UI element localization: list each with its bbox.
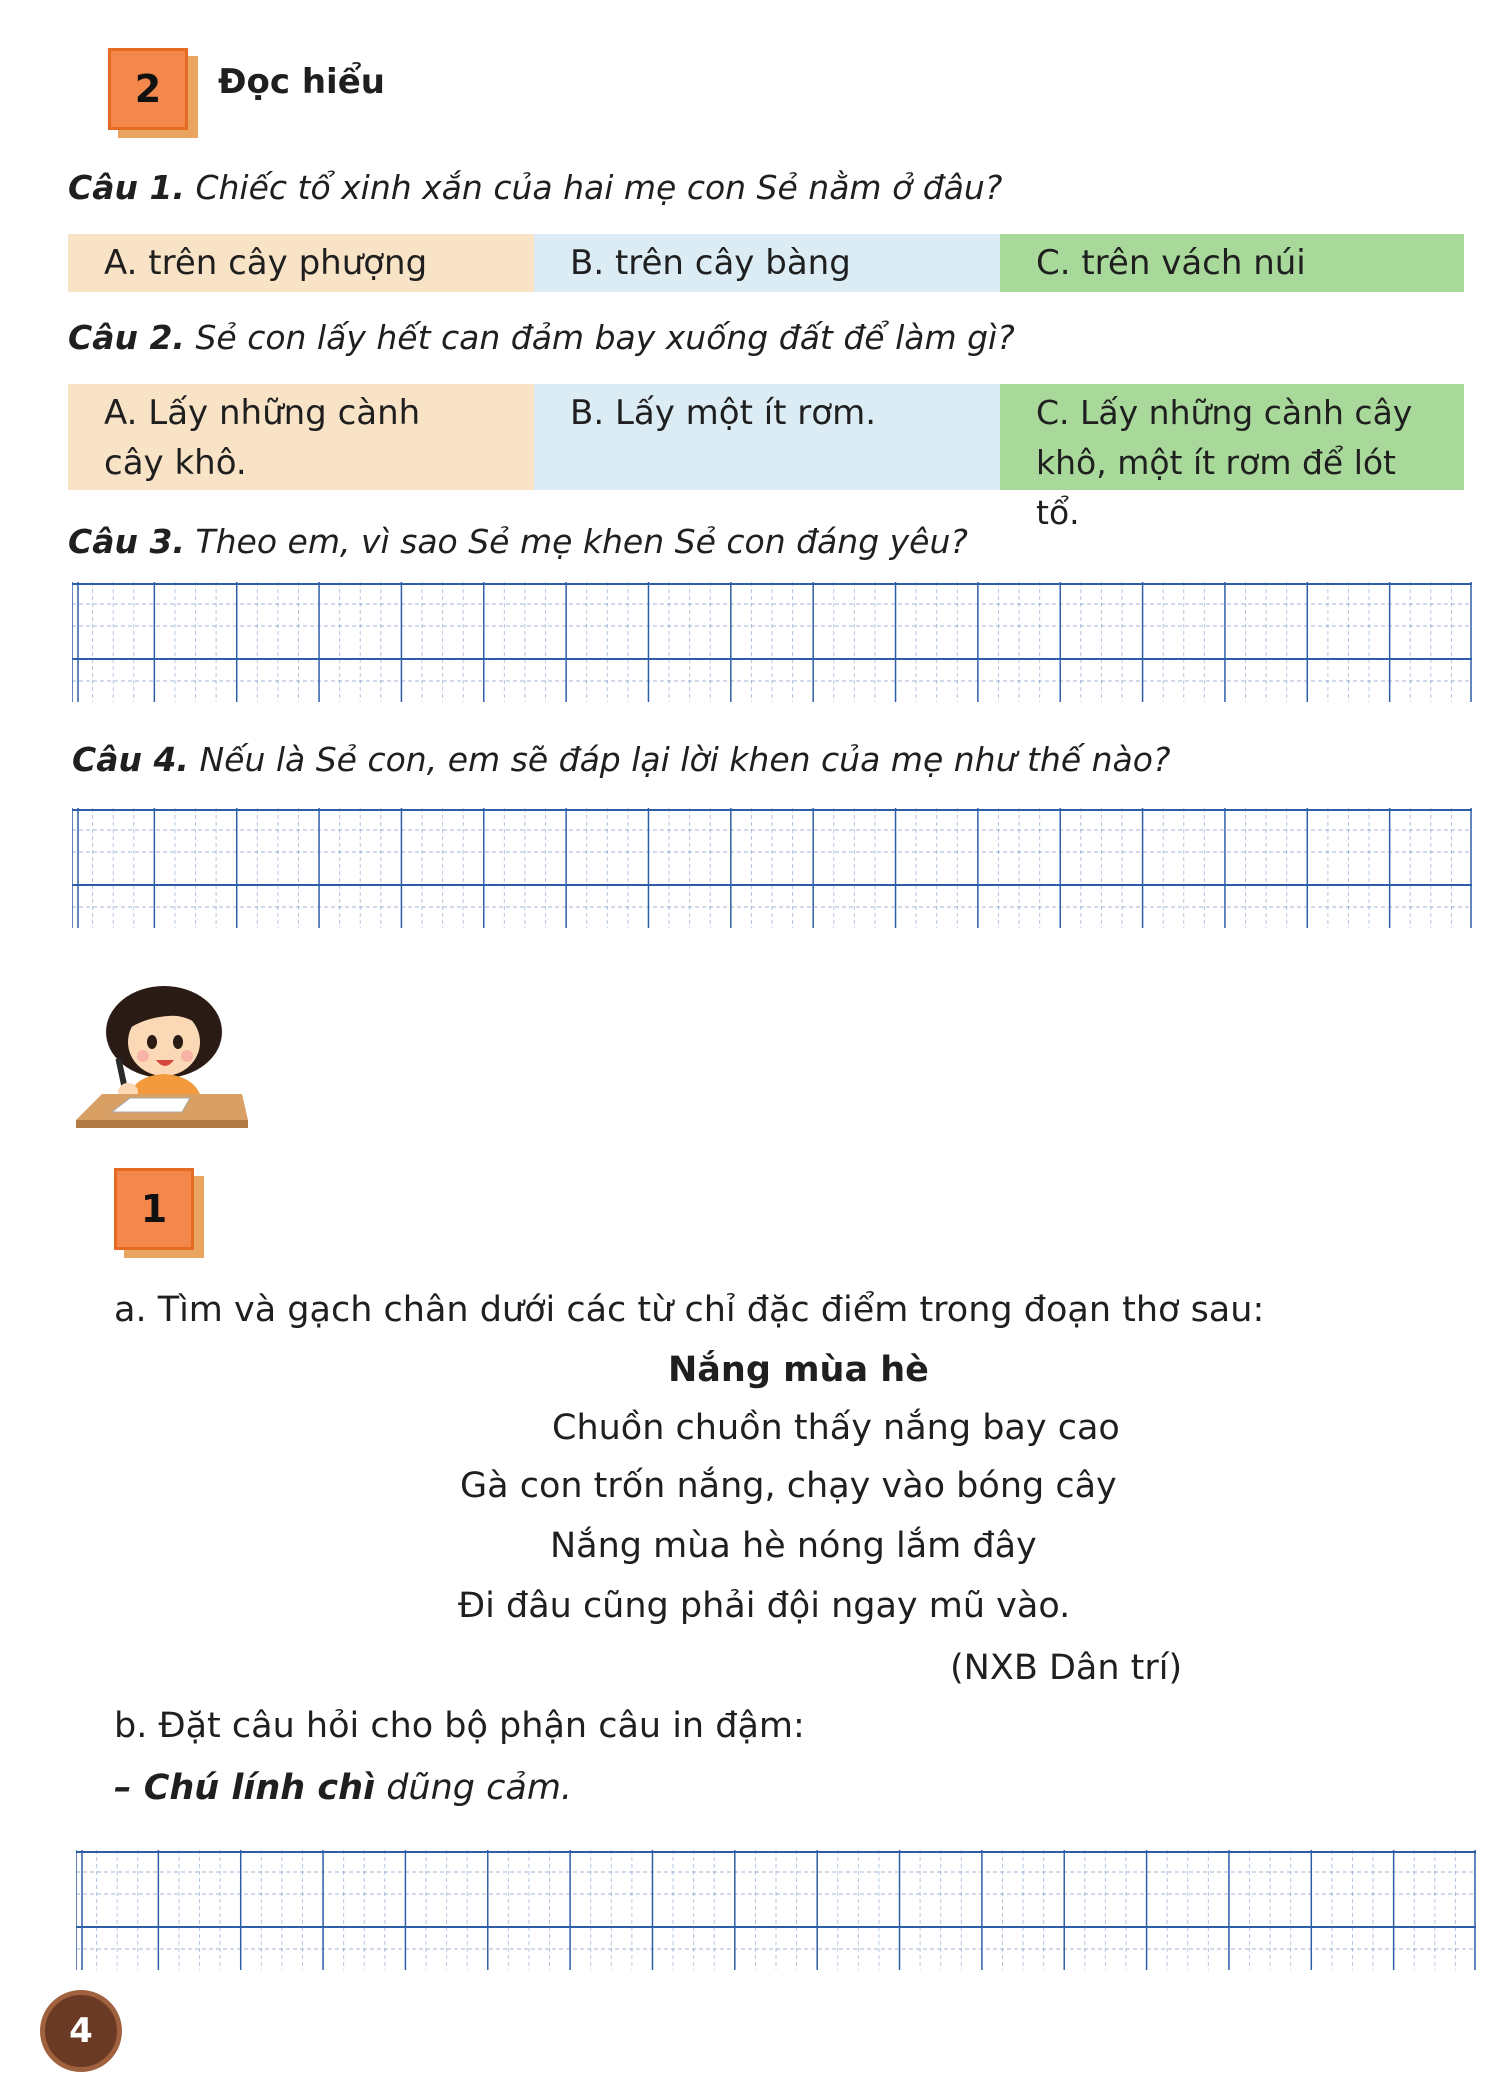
poem-title: Nắng mùa hè [668,1350,929,1390]
bolded-sentence [114,1768,572,1808]
question-4-label: Câu 4. [72,740,189,779]
poem-source: (NXB Dân trí) [950,1648,1183,1688]
poem-line-4: Đi đâu cũng phải đội ngay mũ vào. [458,1586,1071,1626]
question-2-text: Sẻ con lấy hết can đảm bay xuống đất để làm gì? [184,318,1015,357]
q2-option-b[interactable]: B. Lấy một ít rơm. [534,384,1000,490]
sentence-dash: – [114,1768,144,1808]
question-3 [68,522,968,561]
question-2 [68,318,1015,357]
question-1-options [68,234,1464,292]
question-4-text: Nếu là Sẻ con, em sẽ đáp lại lời khen của mẹ như thế nào? [188,740,1171,779]
q1-option-c[interactable]: C. trên vách núi [1000,234,1464,292]
sentence-rest: dũng cảm. [375,1768,573,1808]
sentence-bold-part: Chú lính chì [143,1768,376,1808]
question-3-text: Theo em, vì sao Sẻ mẹ khen Sẻ con đáng yêu? [184,522,968,561]
section-badge-2 [108,48,192,134]
question-1-text: Chiếc tổ xinh xắn của hai mẹ con Sẻ nằm ở đâu? [184,168,1003,207]
section-badge-number: 2 [108,48,188,130]
poem-line-2: Gà con trốn nắng, chạy vào bóng cây [460,1466,1117,1506]
section-badge-number: 1 [114,1168,194,1250]
poem-line-1: Chuồn chuồn thấy nắng bay cao [552,1408,1120,1448]
poem-line-3: Nắng mùa hè nóng lắm đây [550,1526,1037,1566]
q2-option-a[interactable]: A. Lấy những cành cây khô. [68,384,534,490]
question-1-label: Câu 1. [68,168,185,207]
q2-option-c[interactable]: C. Lấy những cành cây khô, một ít rơm để lót tổ. [1000,384,1464,490]
q1-option-b[interactable]: B. trên cây bàng [534,234,1000,292]
section-title: Đọc hiểu [218,62,385,102]
question-2-label: Câu 2. [68,318,185,357]
answer-grid-q4[interactable] [72,808,1472,928]
question-3-label: Câu 3. [68,522,185,561]
page-number: 4 [40,1990,122,2072]
q1-option-a[interactable]: A. trên cây phượng [68,234,534,292]
exercise-part-b: b. Đặt câu hỏi cho bộ phận câu in đậm: [114,1706,805,1746]
answer-grid-part-b[interactable] [76,1850,1476,1970]
answer-grid-q3[interactable] [72,582,1472,702]
question-2-options [68,384,1464,532]
girl-writing-illustration [72,980,252,1136]
exercise-part-a: a. Tìm và gạch chân dưới các từ chỉ đặc điểm trong đoạn thơ sau: [114,1290,1265,1330]
section-badge-1 [114,1168,198,1254]
question-1 [68,168,1002,207]
question-4 [72,740,1170,779]
